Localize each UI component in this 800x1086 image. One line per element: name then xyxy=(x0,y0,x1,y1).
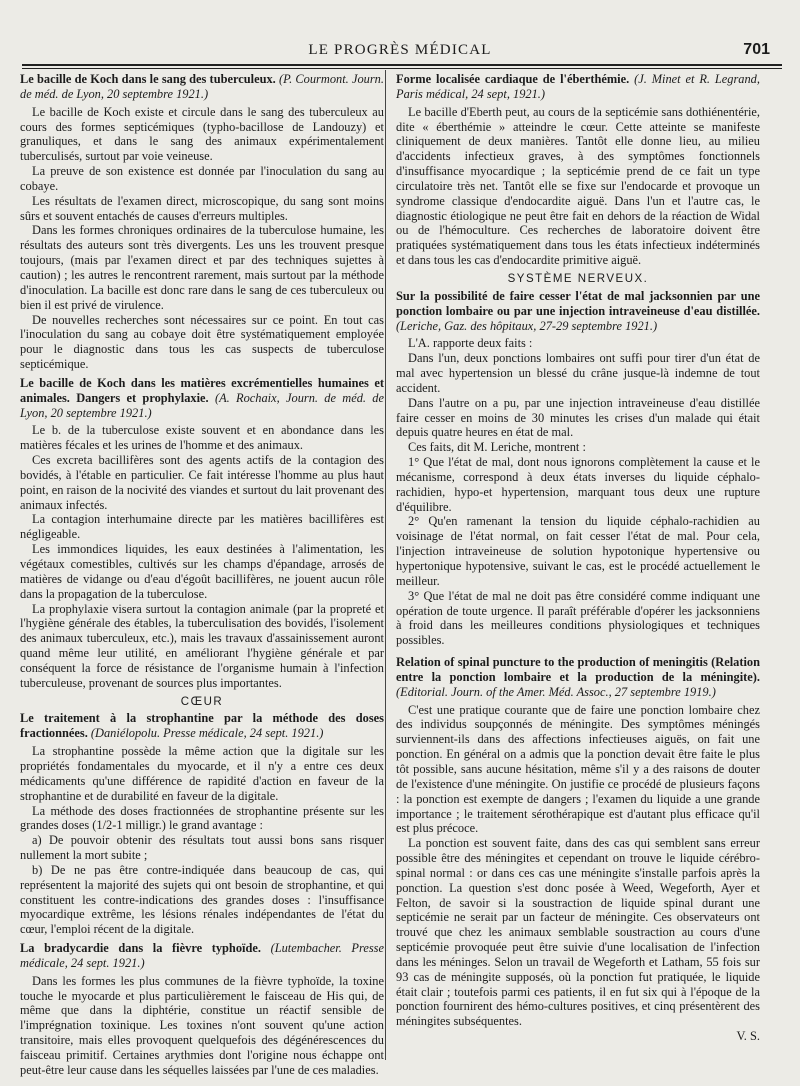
article-title-block xyxy=(20,72,384,102)
page-header xyxy=(18,42,782,64)
section-heading-systeme-nerveux: SYSTÈME NERVEUX. xyxy=(507,272,649,285)
article-jacksonnien xyxy=(396,289,760,648)
paragraph: C'est une pratique courante que de faire une ponction lombaire chez des individus soupçonnés de méningite. Des symptômes méningés surviennent-ils dans des affections infectieuses aiguës, on fait une ponction. En général on a admis que la ponction devait être faite le plus tôt possible, sans aucune hésitation, même s'il y a des raisons de douter de l'existence d'une méningite. On justifie ce procédé de plusieurs façons : la ponction est exempte de dangers ; l'examen du liquide a une grande importance ; le traitement sérothérapique est d'autant plus efficace qu'il est plus précoce. xyxy=(396,702,760,836)
article-eberthemie xyxy=(396,72,760,268)
paragraph: La contagion interhumaine directe par les matières bacillifères est négligeable. xyxy=(20,512,384,542)
header-rule xyxy=(22,64,782,69)
article-title-block xyxy=(396,72,760,102)
paragraph: Ces faits, dit M. Leriche, montrent : xyxy=(408,440,586,455)
paragraph: La ponction est souvent faite, dans des cas qui semblent sans erreur possible être des méningites et cependant on trouve le liquide cérébro-spinal normal : or dans ces cas une méningite s'installe parfois après la ponction. La question s'est donc posée à Weed, Wegeforth, Ayer et Felton, de savoir si la soustraction de liquide spinal durant une septicémie ne serait par un facteur de méningite. Ces observateurs ont trouvé que chez les animaux semblable soustraction au cours d'une septicémie provoquée peut être suivie d'une localisation de l'infection dans les méninges. Selon un travail de Wegeforth et Latham, 55 fois sur 93 cas de méningite supposés, où la ponction fut pratiquée, le liquide était clair ; toutefois parmi ces patients, il en fut six qui à l'époque de la ponction fournirent des hémo-cultures positives, et cinq présentèrent des méningites subséquentes. xyxy=(396,836,760,1029)
paragraph: 3° Que l'état de mal ne doit pas être considéré comme indiquant une opération de toute urgence. Il paraît préférable d'opérer les jacksonniens à froid dans les meilleures conditions physiologiques et techniques possibles. xyxy=(396,588,760,648)
paragraph: 1° Que l'état de mal, dont nous ignorons complètement la cause et le mécanisme, correspond à deux états inverses du liquide céphalo-rachidien, hypo-et hypertension, marquant tous deux une rupture d'équilibre. xyxy=(396,455,760,514)
article-title-block xyxy=(396,655,760,700)
article-title: Le traitement à la strophantine par la méthode des doses fractionnées. xyxy=(20,711,384,741)
article-source: (Editorial. Journ. of the Amer. Méd. Assoc., 27 septembre 1919.) xyxy=(396,684,716,699)
column-divider xyxy=(385,70,386,1060)
article-title: Forme localisée cardiaque de l'éberthémie. xyxy=(396,72,630,86)
article-title-block xyxy=(20,711,384,741)
paragraph: La strophantine possède la même action que la digitale sur les propriétés fondamentales du myocarde, et il n'y a entre ces deux médicaments qu'une différence de rapidité d'action en faveur de la strophantine et de durabilité en faveur de la digitale. xyxy=(20,744,384,803)
left-column xyxy=(20,72,384,1082)
signature: V. S. xyxy=(736,1029,760,1044)
article-source: (P. Courmont. Journ. de méd. de Lyon, 20 septembre 1921.) xyxy=(20,72,384,101)
article-source: (Daniélopolu. Presse médicale, 24 sept. 1921.) xyxy=(90,726,324,741)
article-koch-excreta xyxy=(20,376,384,691)
article-title: Le bacille de Koch dans le sang des tuberculeux. xyxy=(20,72,276,86)
paragraph: b) De ne pas être contre-indiquée dans beaucoup de cas, qui représentent la majorité des sujets qui ont besoin de strophantine, et qui constituent les contre-indications des grandes doses : l'insuffisance myocardique extrême, les lésions rénales indépendantes de l'état du cœur, l'emploi récent de la digitale. xyxy=(20,862,384,937)
running-title: LE PROGRÈS MÉDICAL xyxy=(308,42,492,58)
article-title-block xyxy=(396,289,760,334)
paragraph: Ces excreta bacillifères sont des agents actifs de la contagion des bovidés, à l'étable en particulier. Ce fait intéresse l'homme au plus haut point, en raison de la nocivité des viandes et surtout du lait provenant des animaux infectés. xyxy=(20,453,384,512)
paragraph: L'A. rapporte deux faits : xyxy=(408,336,533,351)
article-title: La bradycardie dans la fièvre typhoïde. xyxy=(20,941,261,956)
article-source: (A. Rochaix, Journ. de méd. de Lyon, 20 septembre 1921.) xyxy=(20,390,384,420)
paragraph: Les résultats de l'examen direct, microscopique, du sang sont moins sûrs et souvent entachés de causes d'erreurs multiples. xyxy=(20,193,384,223)
paragraph: Le b. de la tuberculose existe souvent et en abondance dans les matières fécales et les urines de l'homme et des animaux. xyxy=(20,423,384,453)
section-heading-coeur: CŒUR xyxy=(180,695,224,708)
paragraph: Dans l'un, deux ponctions lombaires ont suffi pour tirer d'un état de mal avec hypertension un blessé du crâne jusque-là indemne de tout accident. xyxy=(396,351,760,395)
article-bradycardie xyxy=(20,941,384,1078)
article-spinal-puncture xyxy=(396,655,760,1044)
article-title: Sur la possibilité de faire cesser l'état de mal jacksonnien par une ponction lombaire ou par une injection intraveineuse d'eau distillée. xyxy=(396,288,760,318)
article-koch-sang xyxy=(20,72,384,372)
paragraph: Dans les formes chroniques ordinaires de la tuberculose humaine, les résultats des auteurs sont très divergents. Les uns les trouvent presque toujours, (mais par l'examen direct et par des techniques sujettes à caution) ; les autres le rencontrent rarement, mais surtout par la méthode d'inoculation. La bacille est donc rare dans le sang de ces tuberculeux ou bien il est privé de virulence. xyxy=(20,223,384,312)
right-column xyxy=(396,72,760,1048)
article-source: (J. Minet et R. Legrand, Paris médical, 24 sept, 1921.) xyxy=(396,72,760,101)
paragraph: Dans l'autre on a pu, par une injection intraveineuse d'eau distillée faire cesser en moins de 30 minutes les crises d'un malade qui était depuis quatre heures en état de mal. xyxy=(396,395,760,440)
page-number: 701 xyxy=(743,41,770,58)
paragraph: Le bacille de Koch existe et circule dans le sang des tuberculeux au cours des formes septicémiques (typho-bacillose de Landouzy) et granuliques, et dans le sang des animaux expérimentalement tuberculisés, surtout par voie veineuse. xyxy=(20,104,384,164)
article-title: Le bacille de Koch dans les matières excrémentielles humaines et animales. Dangers et prophylaxie. xyxy=(20,375,384,405)
article-title-block xyxy=(20,941,384,971)
article-title-block xyxy=(20,376,384,421)
paragraph: La preuve de son existence est donnée par l'inoculation du sang au cobaye. xyxy=(20,164,384,193)
paragraph: a) De pouvoir obtenir des résultats tout aussi bons sans risquer nullement la mort subite ; xyxy=(20,833,384,863)
paragraph: La prophylaxie visera surtout la contagion animale (par la propreté et l'hygiène générale des étables, la tuberculisation des bovidés, l'isolement des animaux tuberculeux, etc.), mais les travaux d'assainissement auront quand même leur utilité, en améliorant l'hygiène générale et par conséquent la force de résistance de l'organisme humain à l'infection tuberculeuse, provenant de sources plus importantes. xyxy=(20,601,384,690)
paragraph: Le bacille d'Eberth peut, au cours de la septicémie sans dothiénentérie, dite « éberthémie » atteindre le cœur. Cette atteinte se manifeste cliniquement de deux manières. Tantôt elle donne lieu, au milieu d'accidents infectieux graves, à des symptômes fonctionnels d'insuffisance myocardique ; la septicémie prend de ce fait un type circulatoire très net. Tantôt elle se fixe sur l'endocarde et provoque un syndrome classique d'endocardite aiguë. Dans l'un et l'autre cas, le diagnostic étiologique ne peut être fait en dehors de la réaction de Widal ou de l'hémoculture. Ces recherches de laboratoire doivent être pratiquées systématiquement dans tous les états infectieux indéterminés et dans tous les cas d'endocardite primitive aiguë. xyxy=(396,104,760,268)
paragraph: 2° Qu'en ramenant la tension du liquide céphalo-rachidien au voisinage de l'état normal, on fait cesser l'état de mal. Pour cela, l'injection intraveineuse de solution hypotonique hypertensive ou hypertonique hypotensive, suivant le cas, est le procédé actuellement le meilleur. xyxy=(396,514,760,588)
paragraph: La méthode des doses fractionnées de strophantine présente sur les grandes doses (1/2-1 milligr.) le grand avantage : xyxy=(20,803,384,833)
paragraph: Les immondices liquides, les eaux destinées à l'alimentation, les végétaux comestibles, cultivés sur les champs d'épandage, arrosés de matières de vidange ou d'eau d'égoût bacillifères, ne jouent aucun rôle dans la propagation de la tuberculose. xyxy=(20,542,384,601)
article-strophantine xyxy=(20,711,384,937)
paragraph: Dans les formes les plus communes de la fièvre typhoïde, la toxine touche le myocarde et plus particulièrement le faisceau de His qui, de même que dans la diphtérie, constitue un réactif sensible de l'imprégnation toxinique. Les toxines n'ont souvent qu'une action transitoire, mais elles provoquent quelquefois des dégénérescences du faisceau primitif. Certaines arythmies dont l'origine nous échappe ont peut-être leur cause dans les séquelles laissées par l'une de ces maladies. xyxy=(20,973,384,1077)
article-title: Relation of spinal puncture to the production of meningitis (Relation entre la ponction lombaire et la production de la méningite). xyxy=(396,655,760,684)
paragraph: De nouvelles recherches sont nécessaires sur ce point. En tout cas l'inoculation du sang au cobaye doit être systématiquement employée pour le diagnostic dans tous les cas suspects de tuberculose septicémique. xyxy=(20,312,384,372)
article-source: (Leriche, Gaz. des hôpitaux, 27-29 septembre 1921.) xyxy=(396,318,658,333)
article-source: (Lutembacher. Presse médicale, 24 sept. 1921.) xyxy=(20,941,385,970)
